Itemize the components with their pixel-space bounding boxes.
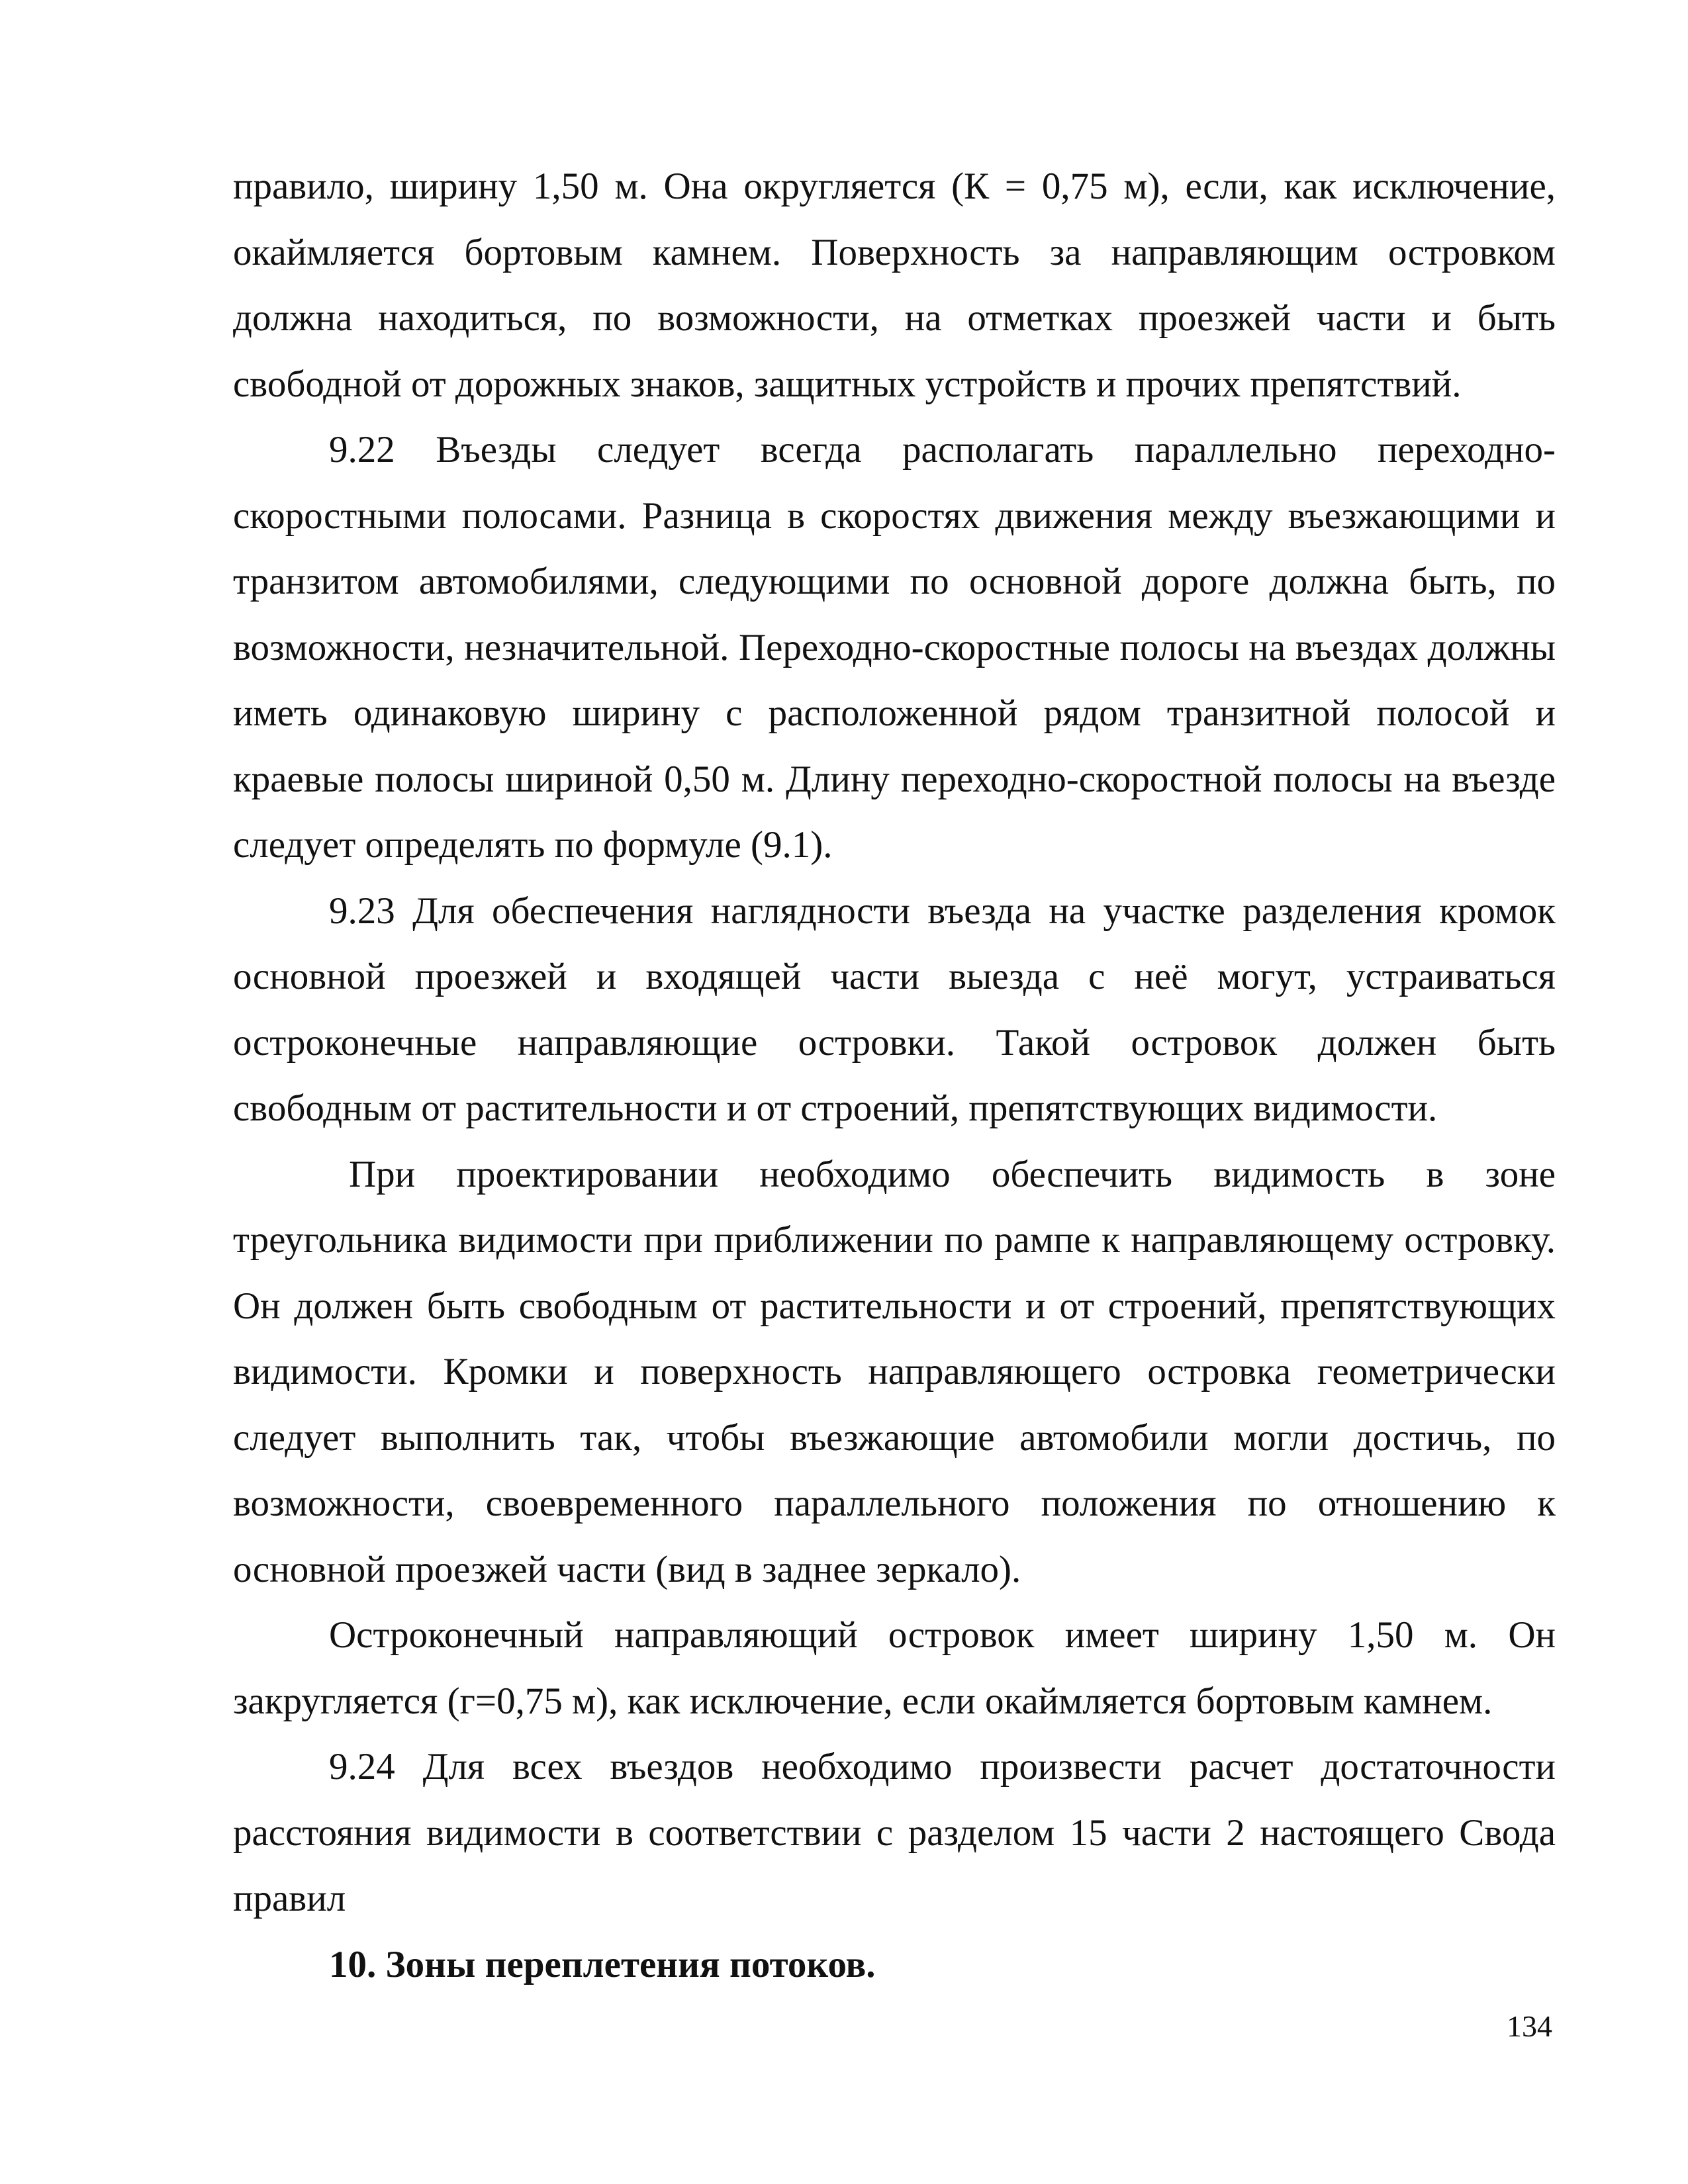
- paragraph-9-22: 9.22 Въезды следует всегда располагать параллельно переходно-скоростными полосами. Разница в скоростях движения между въезжающими и транзитом автомобилями, следующими по основной дороге должна быть, по возможности, незначительной. Переходно-скоростные полосы на въездах должны иметь одинаковую ширину с расположенной рядом транзитной полосой и краевые полосы шириной 0,50 м. Длину переходно-скоростной полосы на въезде следует определять по формуле (9.1).: [233, 429, 1556, 866]
- paragraph-continuation: правило, ширину 1,50 м. Она округляется (К = 0,75 м), если, как исключение, окаймляется бортовым камнем. Поверхность за направляющим островком должна находиться, по возможности, на отметках проезжей части и быть свободной от дорожных знаков, защитных устройств и прочих препятствий.: [233, 165, 1556, 405]
- page-number: 134: [1507, 2009, 1552, 2043]
- section-heading: 10. Зоны переплетения потоков.: [329, 1943, 876, 1985]
- body-text: [233, 154, 1556, 1997]
- paragraph-pointed-island: Остроконечный направляющий островок имеет ширину 1,50 м. Он закругляется (г=0,75 м), как исключение, если окаймляется бортовым камнем.: [233, 1614, 1556, 1722]
- paragraph-9-24: 9.24 Для всех въездов необходимо произвести расчет достаточности расстояния видимости в соответствии с разделом 15 части 2 настоящего Свода правил: [233, 1746, 1556, 1919]
- paragraph-design-visibility: При проектировании необходимо обеспечить видимость в зоне треугольника видимости при приближении по рампе к направляющему островку. Он должен быть свободным от растительности и от строений, препятствующих видимости. Кромки и поверхность направляющего островка геометрически следует выполнить так, чтобы въезжающие автомобили могли достичь, по возможности, своевременного параллельного положения по отношению к основной проезжей части (вид в заднее зеркало).: [233, 1153, 1556, 1590]
- paragraph-9-23: 9.23 Для обеспечения наглядности въезда на участке разделения кромок основной проезжей и входящей части выезда с неё могут, устраиваться остроконечные направляющие островки. Такой островок должен быть свободным от растительности и от строений, препятствующих видимости.: [233, 889, 1556, 1129]
